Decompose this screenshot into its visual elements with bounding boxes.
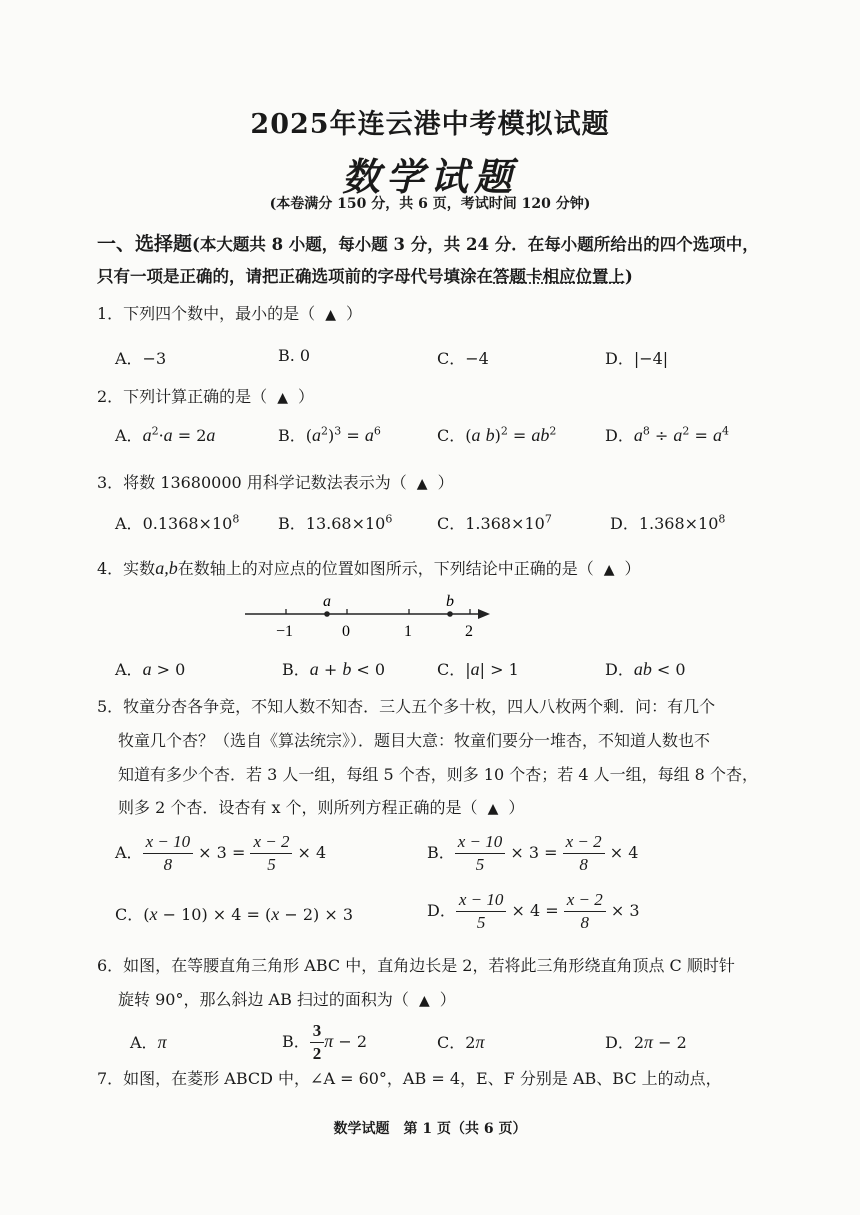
exam-title: 2025年连云港中考模拟试题 <box>250 109 610 140</box>
answer-placeholder: ▲ <box>325 307 336 323</box>
section-heading-line <box>97 229 759 256</box>
tick-label: 1 <box>404 623 412 640</box>
question-6-line-1: 6．如图，在等腰直角三角形 ABC 中，直角边长是 2，若将此三角形绕直角顶点 C 顺时针 <box>97 956 735 975</box>
question-6-line-2: 旋转 90°，那么斜边 AB 扫过的面积为（ ▲ ） <box>118 990 456 1009</box>
q6-option-d: D．2π − 2 <box>605 1032 687 1052</box>
q2-option-b: B．$(a^2)^3 = a^6$ <box>278 424 381 445</box>
number-line-figure <box>240 590 500 645</box>
q5-option-b: B． $\frac{x - 10}{5}$ × 3 = $\frac{x - 2}{8}$ × 4 <box>427 832 639 874</box>
q6-option-c: C．2π <box>437 1032 485 1052</box>
q1-option-d: D．|−4| <box>605 349 669 368</box>
q6-option-a: A．π <box>130 1032 167 1052</box>
question-2-stem: 2．下列计算正确的是（ ▲ ） <box>97 387 314 406</box>
tick-label: 2 <box>465 623 473 640</box>
answer-placeholder: ▲ <box>277 390 288 406</box>
question-5-line-1: 5．牧童分杏各争竞，不知人数不知杏．三人五个多十枚，四人八枚两个剩．问：有几个 <box>97 697 716 716</box>
tick-label: 0 <box>342 623 350 640</box>
q6-option-b: B． $\frac{3}{2}$ π − 2 <box>282 1021 368 1063</box>
q2-option-c: C．(a $b)^2 = ab^2$ <box>437 424 557 445</box>
q1-option-a: A．−3 <box>115 349 167 368</box>
question-1-stem: 1．下列四个数中，最小的是（ ▲ ） <box>97 304 362 323</box>
section-title: 一、选择题 <box>97 233 193 255</box>
q3-option-d: D．$1.368\times 10^8$ <box>610 512 726 533</box>
section-desc-line-2: 只有一项是正确的，请把正确选项前的字母代号填涂在答题卡相应位置上) <box>97 267 633 286</box>
exam-note: (本卷满分 150 分，共 6 页，考试时间 120 分钟) <box>269 196 591 212</box>
subject-title: 数学试题 <box>341 154 518 199</box>
point-b-label: b <box>446 593 454 610</box>
q4-option-d: D．ab < 0 <box>605 659 686 679</box>
q3-option-a: A．$0.1368\times 10^8$ <box>115 512 240 533</box>
question-7-line-1: 7．如图，在菱形 ABCD 中，∠A = 60°，AB = 4，E、F 分别是 AB、BC 上的动点， <box>97 1069 722 1088</box>
question-3-stem: 3．将数 13680000 用科学记数法表示为（ ▲ ） <box>97 473 454 492</box>
q2-option-d: D．$a^8 \div a^2 = a^4$ <box>605 424 729 445</box>
q5-option-d: D． $\frac{x - 10}{5}$ × 4 = $\frac{x - 2}{8}$ × 3 <box>427 890 640 932</box>
q5-option-a: A． $\frac{x - 10}{8}$ × 3 = $\frac{x - 2}{5}$ × 4 <box>115 832 327 874</box>
question-5-line-3: 知道有多少个杏．若 3 人一组，每组 5 个杏，则多 10 个杏；若 4 人一组，每组 8 个杏， <box>118 765 758 784</box>
q4-option-b: B．a + b < 0 <box>282 659 386 679</box>
q5-option-c: C．(x − 10) × 4 = (x − 2) × 3 <box>115 904 354 924</box>
q3-option-b: B．$13.68\times 10^6$ <box>278 512 393 533</box>
q1-option-c: C．−4 <box>437 349 489 368</box>
q4-option-a: A．a > 0 <box>115 659 186 679</box>
number-line-arrow <box>478 609 490 619</box>
answer-placeholder: ▲ <box>603 562 615 578</box>
question-5-line-2: 牧童几个杏？（选自《算法统宗》）．题目大意：牧童们要分一堆杏，不知道人数也不 <box>118 731 711 750</box>
answer-placeholder: ▲ <box>416 476 428 492</box>
page-footer: 数学试题 第 1 页（共 6 页） <box>333 1121 527 1137</box>
q3-option-c: C．$1.368\times 10^7$ <box>437 512 552 533</box>
answer-placeholder: ▲ <box>418 993 430 1009</box>
q1-option-b: B. 0 <box>278 346 311 365</box>
point-a-label: a <box>323 593 331 610</box>
answer-placeholder: ▲ <box>487 801 499 817</box>
section-desc-1: (本大题共 8 小题，每小题 3 分，共 24 分．在每小题所给出的四个选项中， <box>192 235 759 254</box>
question-4-stem: 4．实数a,b在数轴上的对应点的位置如图所示，下列结论中正确的是（ ▲ ） <box>97 558 641 578</box>
question-5-line-4: 则多 2 个杏．设杏有 x 个，则所列方程正确的是（ ▲ ） <box>118 798 525 817</box>
q2-option-a: A．$a^2\cdot a = 2a$ <box>115 424 216 445</box>
point-a <box>324 611 330 617</box>
tick-label: −1 <box>276 623 294 640</box>
q4-option-c: C．|a| > 1 <box>437 659 519 679</box>
point-b <box>447 611 453 617</box>
